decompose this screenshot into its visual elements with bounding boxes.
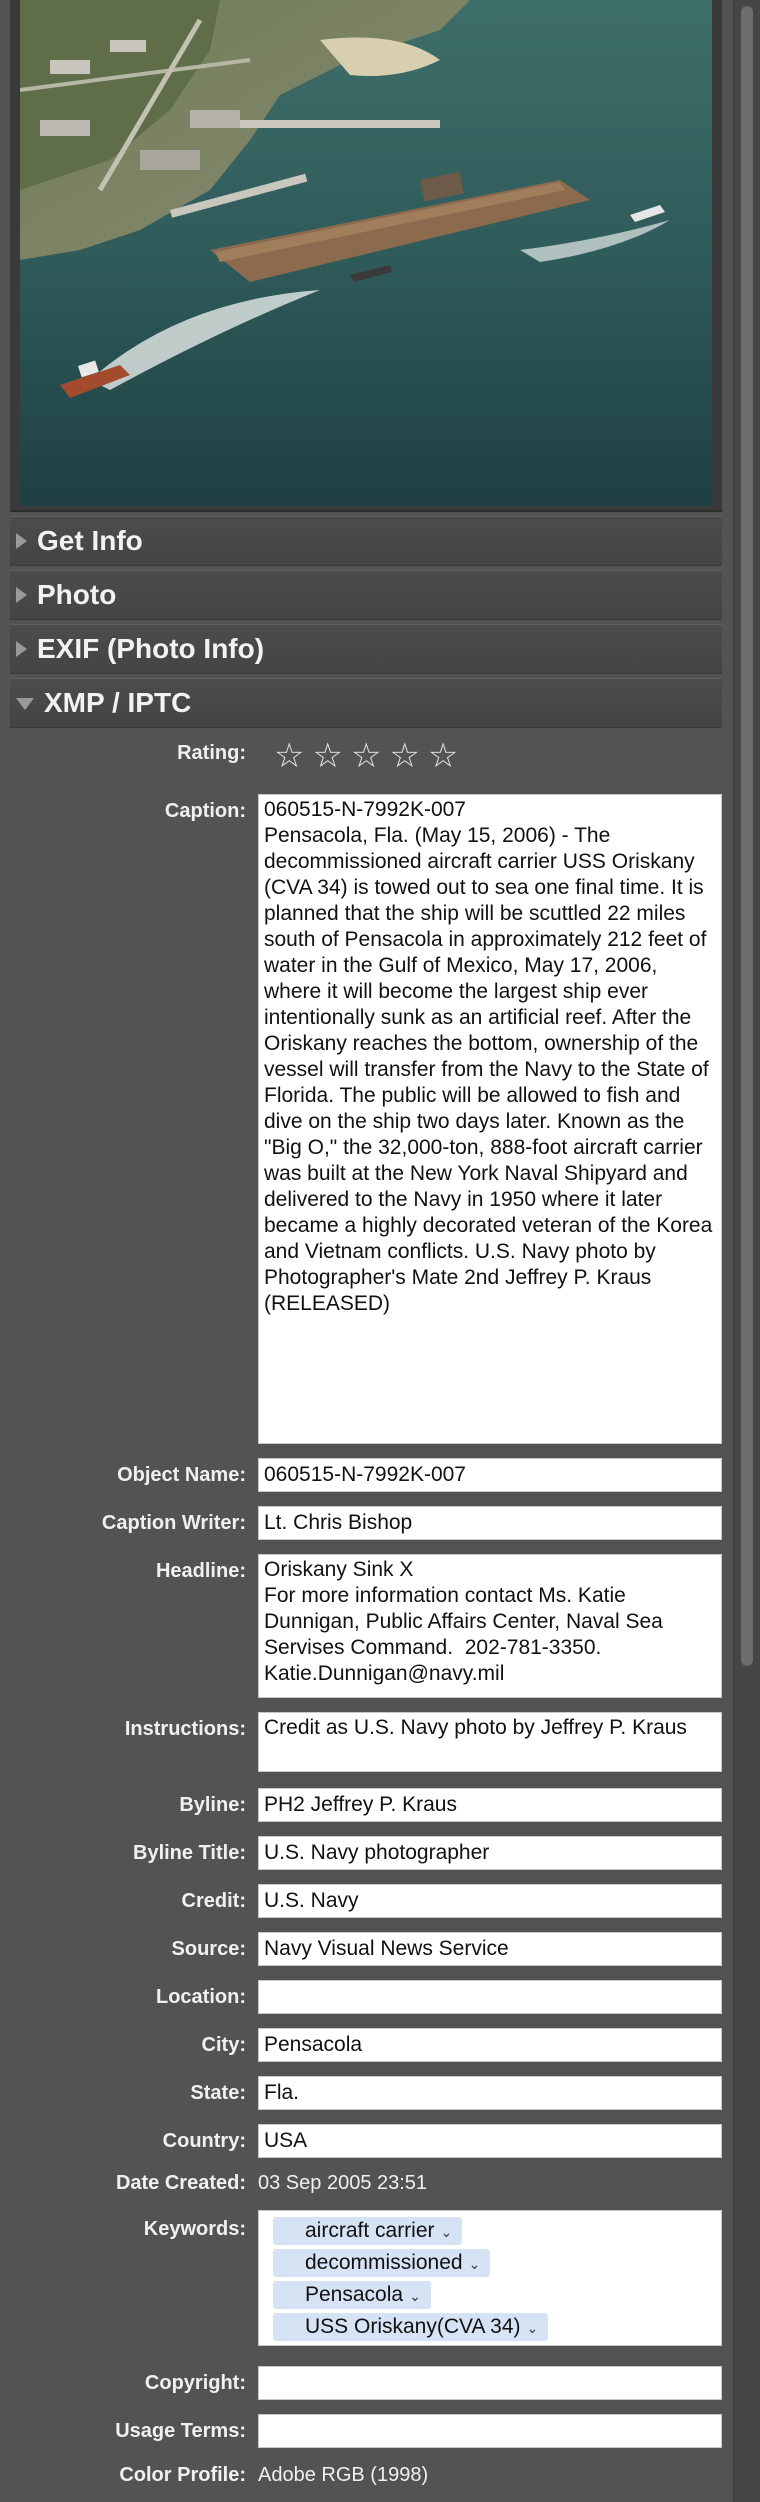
caption-writer-field[interactable]: Lt. Chris Bishop	[258, 1506, 722, 1540]
aerial-photo-illustration	[20, 0, 712, 506]
copyright-label: Copyright:	[144, 2372, 246, 2394]
caption-writer-label: Caption Writer:	[101, 1512, 246, 1534]
section-xmp-iptc[interactable]	[10, 678, 722, 728]
date-created-value: 03 Sep 2005 23:51	[258, 2172, 428, 2194]
chevron-down-icon[interactable]: ⌄	[409, 2288, 421, 2304]
country-field[interactable]: USA	[258, 2124, 722, 2158]
color-profile-value: Adobe RGB (1998)	[258, 2464, 429, 2486]
disclosure-triangle-right-icon	[16, 587, 27, 603]
keyword-token[interactable]	[273, 2313, 548, 2341]
disclosure-triangle-down-icon	[16, 698, 34, 710]
color-profile-label: Color Profile:	[119, 2464, 246, 2486]
keyword-token[interactable]	[273, 2217, 462, 2245]
source-label: Source:	[171, 1938, 246, 1960]
state-field[interactable]: Fla.	[258, 2076, 722, 2110]
instructions-label: Instructions:	[124, 1718, 246, 1740]
section-title: XMP / IPTC	[44, 687, 192, 718]
usage-terms-label: Usage Terms:	[115, 2420, 246, 2442]
chevron-down-icon[interactable]: ⌄	[440, 2224, 453, 2240]
keyword-text: Pensacola	[305, 2283, 404, 2306]
keyword-token[interactable]	[273, 2281, 431, 2309]
rating-label: Rating:	[177, 742, 246, 764]
copyright-field[interactable]	[258, 2366, 722, 2400]
byline-field[interactable]: PH2 Jeffrey P. Kraus	[258, 1788, 722, 1822]
keyword-text: decommissioned	[305, 2251, 463, 2274]
credit-field[interactable]: U.S. Navy	[258, 1884, 722, 1918]
disclosure-triangle-right-icon	[16, 641, 27, 657]
section-title: EXIF (Photo Info)	[37, 633, 265, 664]
state-label: State:	[190, 2082, 246, 2104]
object-name-field[interactable]: 060515-N-7992K-007	[258, 1458, 722, 1492]
keyword-text: aircraft carrier	[305, 2219, 435, 2242]
section-photo[interactable]	[10, 570, 722, 620]
keywords-label: Keywords:	[143, 2218, 246, 2240]
source-field[interactable]: Navy Visual News Service	[258, 1932, 722, 1966]
location-label: Location:	[156, 1986, 246, 2008]
caption-label: Caption:	[164, 800, 246, 822]
byline-title-field[interactable]: U.S. Navy photographer	[258, 1836, 722, 1870]
headline-field[interactable]: Oriskany Sink X For more information contact Ms. Katie Dunnigan, Public Affairs Center, Naval Sea Servises Command. 202-781-3350. Katie.Dunnigan@navy.mil	[258, 1554, 722, 1698]
object-name-label: Object Name:	[117, 1464, 246, 1486]
section-get-info[interactable]	[10, 516, 722, 566]
photo-thumbnail[interactable]	[10, 0, 722, 512]
section-title: Get Info	[37, 525, 143, 556]
instructions-field[interactable]: Credit as U.S. Navy photo by Jeffrey P. Kraus	[258, 1712, 722, 1772]
city-label: City:	[201, 2034, 246, 2056]
keywords-field[interactable]	[258, 2210, 722, 2346]
chevron-down-icon[interactable]: ⌄	[468, 2256, 481, 2272]
keyword-text: USS Oriskany(CVA 34)	[305, 2315, 521, 2338]
headline-label: Headline:	[155, 1560, 246, 1582]
date-created-label: Date Created:	[115, 2172, 246, 2194]
location-field[interactable]	[258, 1980, 722, 2014]
scrollbar-thumb[interactable]	[741, 6, 753, 1666]
chevron-down-icon[interactable]: ⌄	[526, 2320, 539, 2336]
byline-title-label: Byline Title:	[133, 1842, 246, 1864]
disclosure-triangle-right-icon	[16, 533, 27, 549]
usage-terms-field[interactable]	[258, 2414, 722, 2448]
byline-label: Byline:	[179, 1794, 246, 1816]
rating-stars[interactable]: ☆☆☆☆☆	[274, 737, 467, 775]
keyword-token[interactable]	[273, 2249, 490, 2277]
caption-field[interactable]: 060515-N-7992K-007 Pensacola, Fla. (May 15, 2006) - The decommissioned aircraft carrier USS Oriskany (CVA 34) is towed out to sea one final time. It is planned that the ship will be scuttled 22 miles south of Pensacola in approximately 212 feet of water in the Gulf of Mexico, May 17, 2006, where it will become the largest ship ever intentionally sunk as an artificial reef. After the Oriskany reaches the bottom, ownership of the vessel will transfer from the Navy to the State of Florida. The public will be allowed to fish and dive on the ship two days later. Known as the "Big O," the 32,000-ton, 888-foot aircraft carrier was built at the New York Naval Shipyard and delivered to the Navy in 1950 where it later became a highly decorated veteran of the Korea and Vietnam conflicts. U.S. Navy photo by Photographer's Mate 2nd Jeffrey P. Kraus (RELEASED)	[258, 794, 722, 1444]
country-label: Country:	[162, 2130, 246, 2152]
credit-label: Credit:	[181, 1890, 246, 1912]
section-exif[interactable]	[10, 624, 722, 674]
city-field[interactable]: Pensacola	[258, 2028, 722, 2062]
scrollbar[interactable]	[733, 0, 760, 2502]
section-title: Photo	[37, 579, 117, 610]
